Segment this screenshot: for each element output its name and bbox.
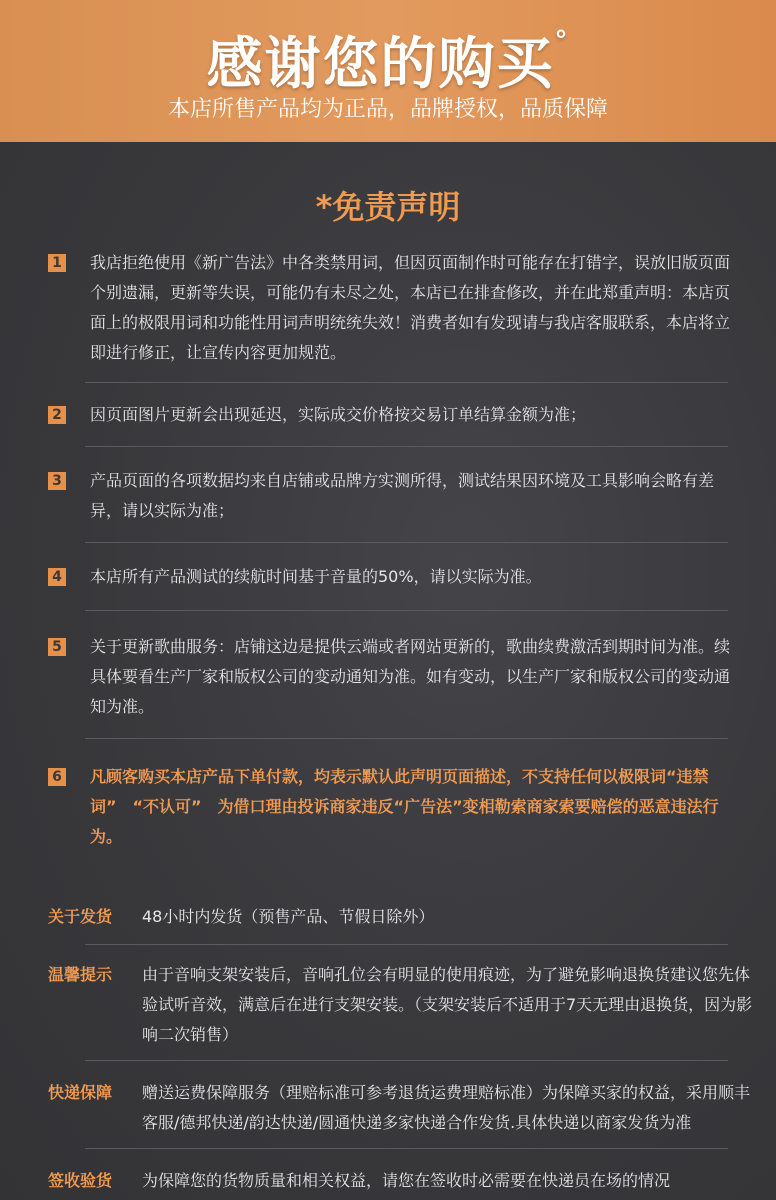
banner-title-mark: ° [554,26,570,56]
banner-title [0,20,776,100]
divider [85,944,728,945]
divider [85,610,728,611]
divider [85,542,728,543]
info-text: 为保障您的货物质量和相关权益，请您在签收时必需要在快递员在场的情况 [142,1171,671,1190]
item-text: 我店拒绝使用《新广告法》中各类禁用词，但因页面制作时可能存在打错字，误放旧版页面个别遗漏，更新等失误，可能仍有未尽之处，本店已在排查修改，并在此郑重声明：本店页面上的极限用词和功能性用词声明统统失效！消费者如有发现请与我店客服联系，本店将立即进行修正，让宣传内容更加规范。 [90,253,731,362]
info-text: 赠送运费保障服务（理赔标准可参考退货运费理赔标准）为保障买家的权益，采用顺丰客服/德邦快递/韵达快递/圆通快递多家快递合作发货.具体快递以商家发货为准 [142,1083,751,1132]
item-text-warning: 凡顾客购买本店产品下单付款，均表示默认此声明页面描述，不支持任何以极限词“违禁词” “不认可” 为借口理由投诉商家违反“广告法”变相勒索商家索要赔偿的恶意违法行为。 [90,767,719,846]
info-label: 签收验货 [48,1171,113,1190]
disclaimer-panel [0,142,776,1200]
item-number-badge: 3 [48,472,66,490]
item-text: 关于更新歌曲服务：店铺这边是提供云端或者网站更新的，歌曲续费激活到期时间为准。续具体要看生产厂家和版权公司的变动通知为准。如有变动，以生产厂家和版权公司的变动通知为准。 [90,637,731,716]
item-number-badge: 1 [48,254,66,272]
banner-subtitle: 本店所售产品均为正品，品牌授权，品质保障 [167,97,608,122]
item-number-badge: 5 [48,638,66,656]
disclaimer-title: *免责声明 [315,188,461,226]
divider [85,446,728,447]
header-banner [0,0,776,142]
item-text: 本店所有产品测试的续航时间基于音量的50%，请以实际为准。 [90,567,542,586]
divider [85,1148,728,1149]
info-text: 由于音响支架安装后，音响孔位会有明显的使用痕迹，为了避免影响退换货建议您先体验试听音效，满意后在进行支架安装。（支架安装后不适用于7天无理由退换货，因为影响二次销售） [142,965,753,1044]
item-text: 因页面图片更新会出现延迟，实际成交价格按交易订单结算金额为准； [90,405,587,424]
item-text: 产品页面的各项数据均来自店铺或品牌方实测所得，测试结果因环境及工具影响会略有差异，请以实际为准； [90,471,715,520]
divider [85,738,728,739]
divider [85,382,728,383]
item-number-badge: 6 [48,768,66,786]
info-label: 温馨提示 [48,965,113,984]
item-number-badge: 2 [48,406,66,424]
item-number-badge: 4 [48,568,66,586]
divider [85,1060,728,1061]
banner-title-text: 感谢您的购买 [206,32,555,97]
info-label: 快递保障 [48,1083,113,1102]
info-text: 48小时内发货（预售产品、节假日除外） [142,907,435,926]
info-label: 关于发货 [48,907,113,926]
